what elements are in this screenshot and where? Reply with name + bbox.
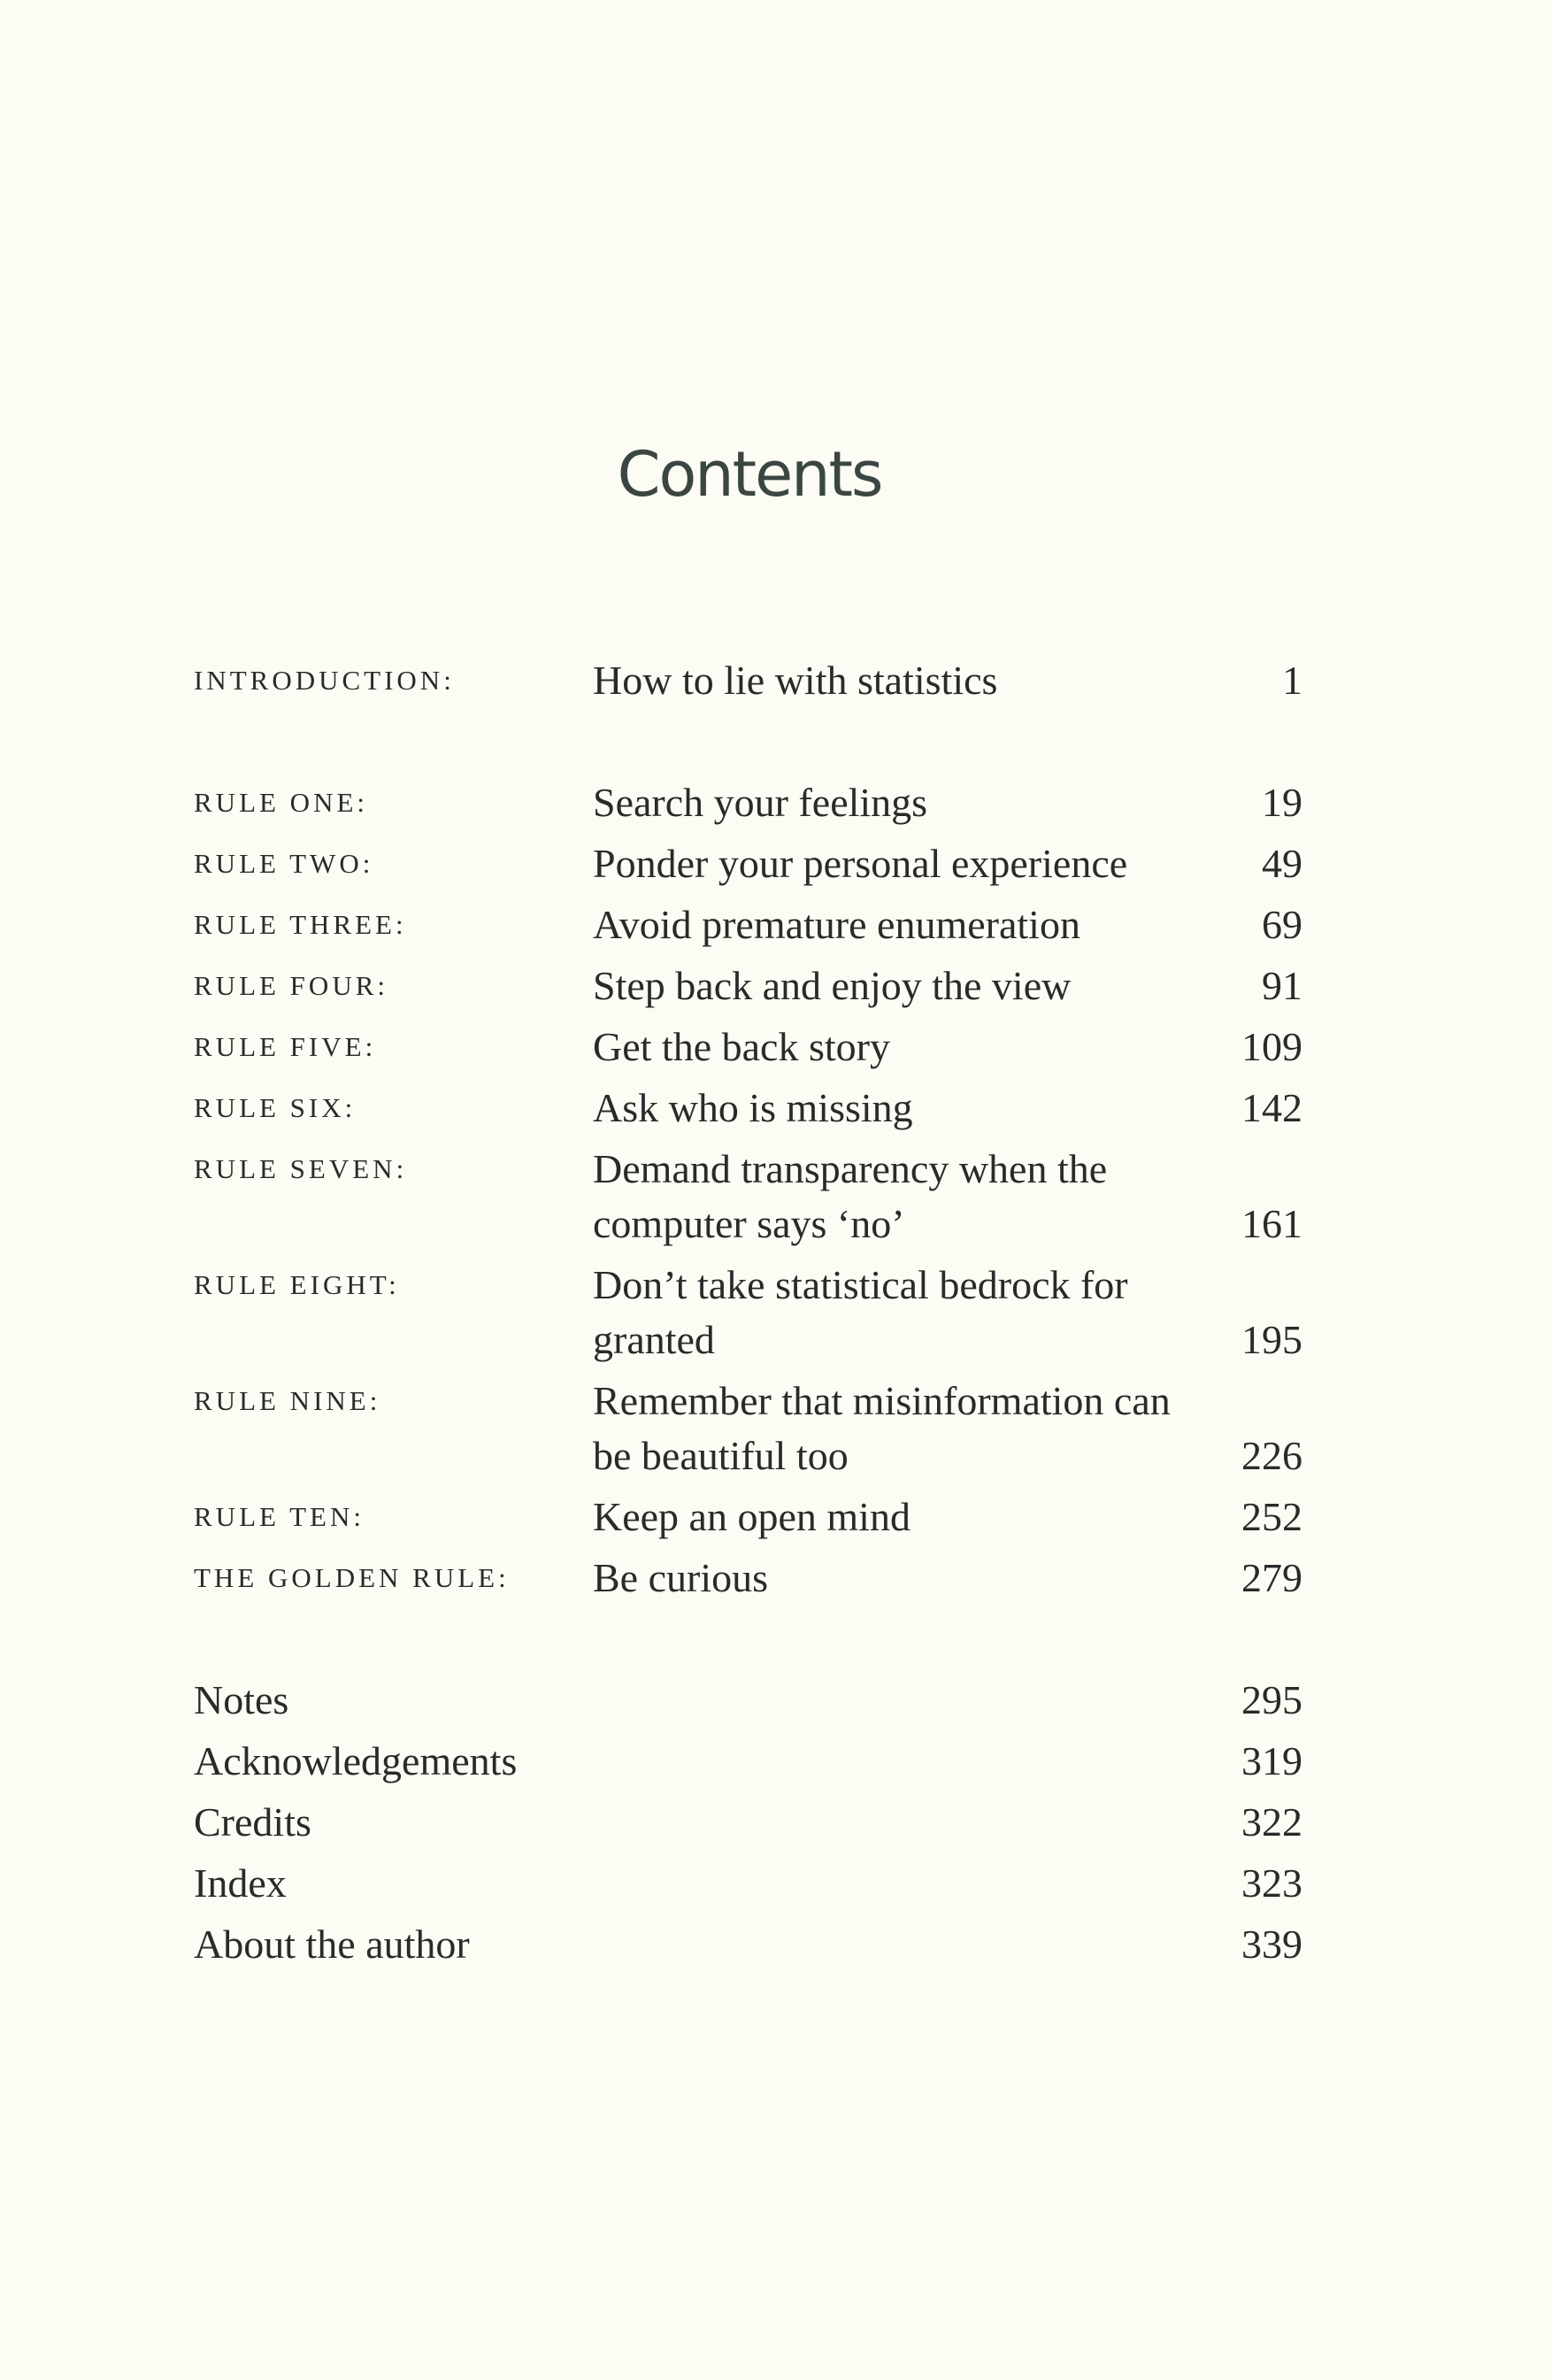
entry-label: RULE ONE: xyxy=(194,787,369,818)
entry-page: 322 xyxy=(1241,1799,1302,1845)
toc-entry-rule[interactable] xyxy=(194,772,1302,833)
entry-title: Avoid premature enumeration xyxy=(593,902,1080,947)
entry-title: Demand transparency when the computer says ‘no’ xyxy=(593,1146,1108,1246)
toc-entry-rule[interactable] xyxy=(194,833,1302,894)
toc-entry-back-matter[interactable] xyxy=(194,1852,1302,1914)
entry-title: Step back and enjoy the view xyxy=(593,963,1072,1008)
entry-title: Notes xyxy=(194,1677,289,1722)
entry-title: Ask who is missing xyxy=(593,1085,913,1130)
entry-label: RULE NINE: xyxy=(194,1385,381,1416)
entry-label: RULE FIVE: xyxy=(194,1031,377,1062)
entry-page: 252 xyxy=(1241,1494,1302,1539)
entry-label: RULE FOUR: xyxy=(194,970,388,1001)
toc-entry-rule[interactable] xyxy=(194,1016,1302,1077)
entry-title: Credits xyxy=(194,1799,311,1845)
entry-label: RULE EIGHT: xyxy=(194,1269,400,1300)
page-title: Contents xyxy=(617,438,882,511)
entry-title: Get the back story xyxy=(593,1024,890,1069)
toc-entry-back-matter[interactable] xyxy=(194,1914,1302,1975)
entry-title: Keep an open mind xyxy=(593,1494,910,1539)
toc-entry-rule[interactable] xyxy=(194,1077,1302,1138)
entry-label: RULE SIX: xyxy=(194,1092,357,1123)
entry-page: 49 xyxy=(1262,841,1302,886)
entry-title: About the author xyxy=(194,1922,470,1967)
entry-page: 19 xyxy=(1262,780,1302,825)
entry-title: Search your feelings xyxy=(593,780,928,825)
entry-page: 323 xyxy=(1241,1860,1302,1906)
toc-entry-rule[interactable] xyxy=(194,1486,1302,1547)
entry-title: Remember that misinformation can be beautiful too xyxy=(593,1378,1171,1478)
entry-title: Ponder your personal experience xyxy=(593,841,1128,886)
entry-page: 295 xyxy=(1241,1677,1302,1722)
entry-label: RULE TEN: xyxy=(194,1501,365,1532)
entry-label: RULE TWO: xyxy=(194,848,374,879)
toc-entry-rule[interactable] xyxy=(194,1138,1302,1254)
entry-page: 226 xyxy=(1241,1433,1302,1478)
toc-entry-rule[interactable] xyxy=(194,1254,1302,1370)
entry-page: 161 xyxy=(1241,1201,1302,1246)
toc-entry-rule[interactable] xyxy=(194,1547,1302,1608)
entry-page: 69 xyxy=(1262,902,1302,947)
table-of-contents xyxy=(194,650,1302,1975)
entry-title: How to lie with statistics xyxy=(593,658,998,703)
entry-page: 1 xyxy=(1282,658,1302,703)
toc-entry-rule[interactable] xyxy=(194,894,1302,955)
entry-page: 109 xyxy=(1241,1024,1302,1069)
entry-page: 142 xyxy=(1241,1085,1302,1130)
toc-entry-back-matter[interactable] xyxy=(194,1730,1302,1791)
entry-page: 279 xyxy=(1241,1555,1302,1600)
entry-page: 195 xyxy=(1241,1317,1302,1362)
entry-page: 339 xyxy=(1241,1922,1302,1967)
entry-page: 319 xyxy=(1241,1738,1302,1783)
entry-title: Be curious xyxy=(593,1555,769,1600)
toc-entry-introduction[interactable] xyxy=(194,650,1302,711)
entry-title: Index xyxy=(194,1860,287,1906)
entry-title: Don’t take statistical bedrock for granted xyxy=(593,1262,1128,1362)
toc-entry-back-matter[interactable] xyxy=(194,1669,1302,1730)
toc-entry-back-matter[interactable] xyxy=(194,1791,1302,1852)
toc-entry-rule[interactable] xyxy=(194,1370,1302,1486)
entry-label: INTRODUCTION: xyxy=(194,665,455,696)
entry-label: RULE THREE: xyxy=(194,909,407,940)
toc-entry-rule[interactable] xyxy=(194,955,1302,1016)
entry-label: RULE SEVEN: xyxy=(194,1153,408,1184)
entry-page: 91 xyxy=(1262,963,1302,1008)
entry-label: THE GOLDEN RULE: xyxy=(194,1562,510,1593)
entry-title: Acknowledgements xyxy=(194,1738,518,1783)
